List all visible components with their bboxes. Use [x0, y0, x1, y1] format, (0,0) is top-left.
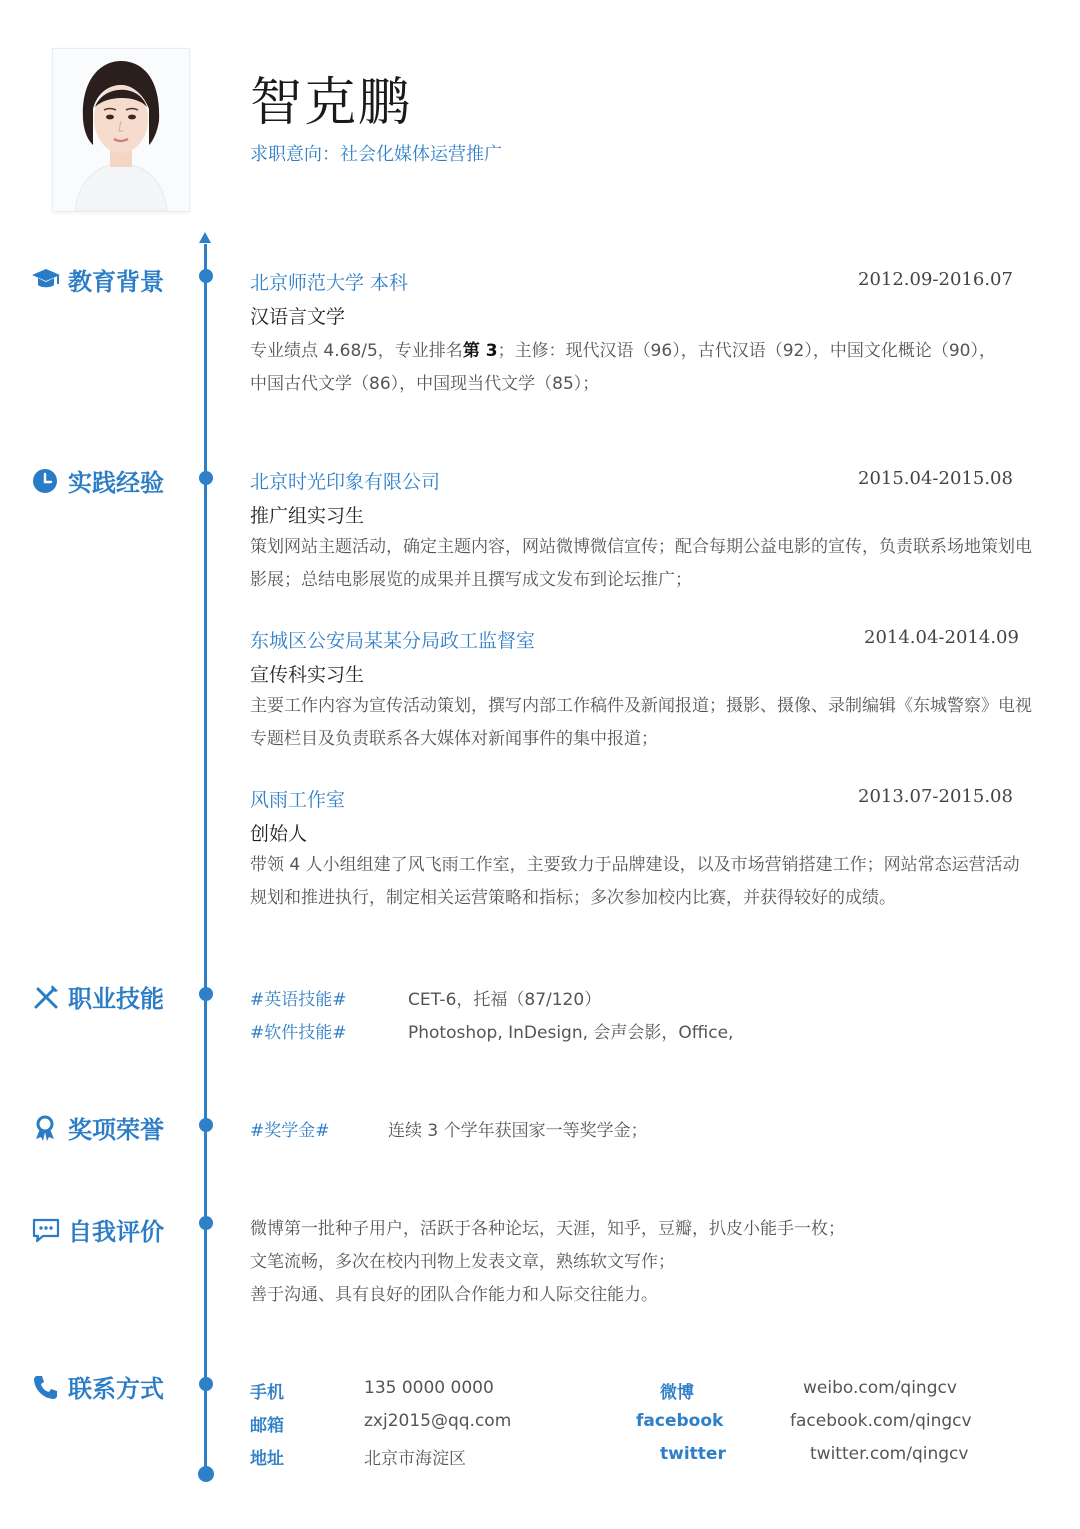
experience-org-1: 北京时光印象有限公司: [250, 471, 441, 493]
experience-role-1: 推广组实习生: [250, 505, 365, 527]
tools-icon: [30, 981, 62, 1013]
skill-value-1: CET-6，托福（87/120）: [408, 990, 602, 1010]
contact-weibo: weibo.com/qingcv: [803, 1378, 957, 1398]
skill-tag-2: #软件技能#: [250, 1023, 347, 1043]
experience-org-3: 风雨工作室: [250, 789, 346, 811]
award-ribbon-icon: [30, 1112, 62, 1144]
education-courses-line: 中国古代文学（86），中国现当代文学（85）；: [250, 374, 600, 394]
contact-facebook: facebook.com/qingcv: [790, 1411, 972, 1431]
experience-desc-1: 策划网站主题活动，确定主题内容，网站微博微信宣传；配合每期公益电影的宣传，负责联系场地策划电影展；总结电影展览的成果并且撰写成文发布到论坛推广；: [250, 537, 1032, 590]
education-date: 2012.09-2016.07: [858, 269, 1013, 290]
section-self-eval: [30, 1212, 164, 1247]
portrait-image: [53, 49, 189, 211]
timeline-dot-self-eval: [199, 1216, 213, 1230]
timeline-dot-awards: [199, 1118, 213, 1132]
contact-facebook-label: facebook: [636, 1411, 724, 1431]
candidate-name: 智克鹏: [250, 73, 413, 133]
section-skills: [30, 979, 164, 1014]
education-gpa-line: 专业绩点 4.68/5，专业排名第 3；主修：现代汉语（96），古代汉语（92），中国文化概论（90），: [250, 341, 996, 361]
phone-icon: [30, 1371, 62, 1403]
section-experience: [30, 463, 164, 498]
contact-address-label: 地址: [250, 1449, 284, 1469]
chat-bubble-icon: [30, 1214, 62, 1246]
self-eval-line-2: 文笔流畅，多次在校内刊物上发表文章，熟练软文写作；: [250, 1252, 675, 1272]
section-title-education: 教育背景: [68, 268, 164, 296]
section-title-awards: 奖项荣誉: [68, 1116, 164, 1144]
experience-date-2: 2014.04-2014.09: [864, 627, 1019, 648]
profile-photo: [52, 48, 190, 212]
section-title-self-eval: 自我评价: [68, 1218, 164, 1246]
timeline-dot-skills: [199, 987, 213, 1001]
section-title-experience: 实践经验: [68, 469, 164, 497]
contact-twitter: twitter.com/qingcv: [810, 1444, 969, 1464]
timeline-line: [204, 244, 207, 1476]
skill-tag-1: #英语技能#: [250, 990, 347, 1010]
education-school: 北京师范大学 本科: [250, 272, 409, 294]
section-contact: [30, 1369, 164, 1404]
section-education: [30, 262, 164, 297]
contact-email: zxj2015@qq.com: [364, 1411, 512, 1431]
timeline-arrow: [199, 232, 211, 243]
contact-email-label: 邮箱: [250, 1416, 284, 1436]
timeline-dot-education: [199, 269, 213, 283]
award-value: 连续 3 个学年获国家一等奖学金；: [388, 1121, 648, 1141]
clock-icon: [30, 465, 62, 497]
contact-address: 北京市海淀区: [364, 1449, 466, 1469]
section-title-skills: 职业技能: [68, 985, 164, 1013]
experience-org-2: 东城区公安局某某分局政工监督室: [250, 630, 536, 652]
job-objective: 求职意向：社会化媒体运营推广: [250, 144, 502, 165]
self-eval-line-3: 善于沟通、具有良好的团队合作能力和人际交往能力。: [250, 1285, 658, 1305]
graduation-cap-icon: [30, 264, 62, 296]
contact-weibo-label: 微博: [660, 1383, 694, 1403]
experience-date-3: 2013.07-2015.08: [858, 786, 1013, 807]
timeline-dot-experience: [199, 471, 213, 485]
timeline-end-dot: [198, 1466, 214, 1482]
experience-role-2: 宣传科实习生: [250, 664, 365, 686]
contact-twitter-label: twitter: [660, 1444, 726, 1464]
experience-desc-3: 带领 4 人小组组建了风飞雨工作室，主要致力于品牌建设，以及市场营销搭建工作；网站常态运营活动规划和推进执行，制定相关运营策略和指标；多次参加校内比赛，并获得较好的成绩。: [250, 855, 1020, 908]
section-awards: [30, 1110, 164, 1145]
experience-date-1: 2015.04-2015.08: [858, 468, 1013, 489]
award-tag: #奖学金#: [250, 1121, 330, 1141]
experience-role-3: 创始人: [250, 823, 308, 845]
skill-value-2: Photoshop, InDesign, 会声会影，Office,: [408, 1023, 734, 1043]
contact-phone: 135 0000 0000: [364, 1378, 494, 1398]
contact-phone-label: 手机: [250, 1383, 284, 1403]
self-eval-line-1: 微博第一批种子用户，活跃于各种论坛，天涯，知乎，豆瓣，扒皮小能手一枚；: [250, 1219, 845, 1239]
timeline-dot-contact: [199, 1377, 213, 1391]
section-title-contact: 联系方式: [68, 1375, 164, 1403]
education-major: 汉语言文学: [250, 306, 346, 328]
experience-desc-2: 主要工作内容为宣传活动策划，撰写内部工作稿件及新闻报道；摄影、摄像、录制编辑《东城警察》电视专题栏目及负责联系各大媒体对新闻事件的集中报道；: [250, 696, 1032, 749]
